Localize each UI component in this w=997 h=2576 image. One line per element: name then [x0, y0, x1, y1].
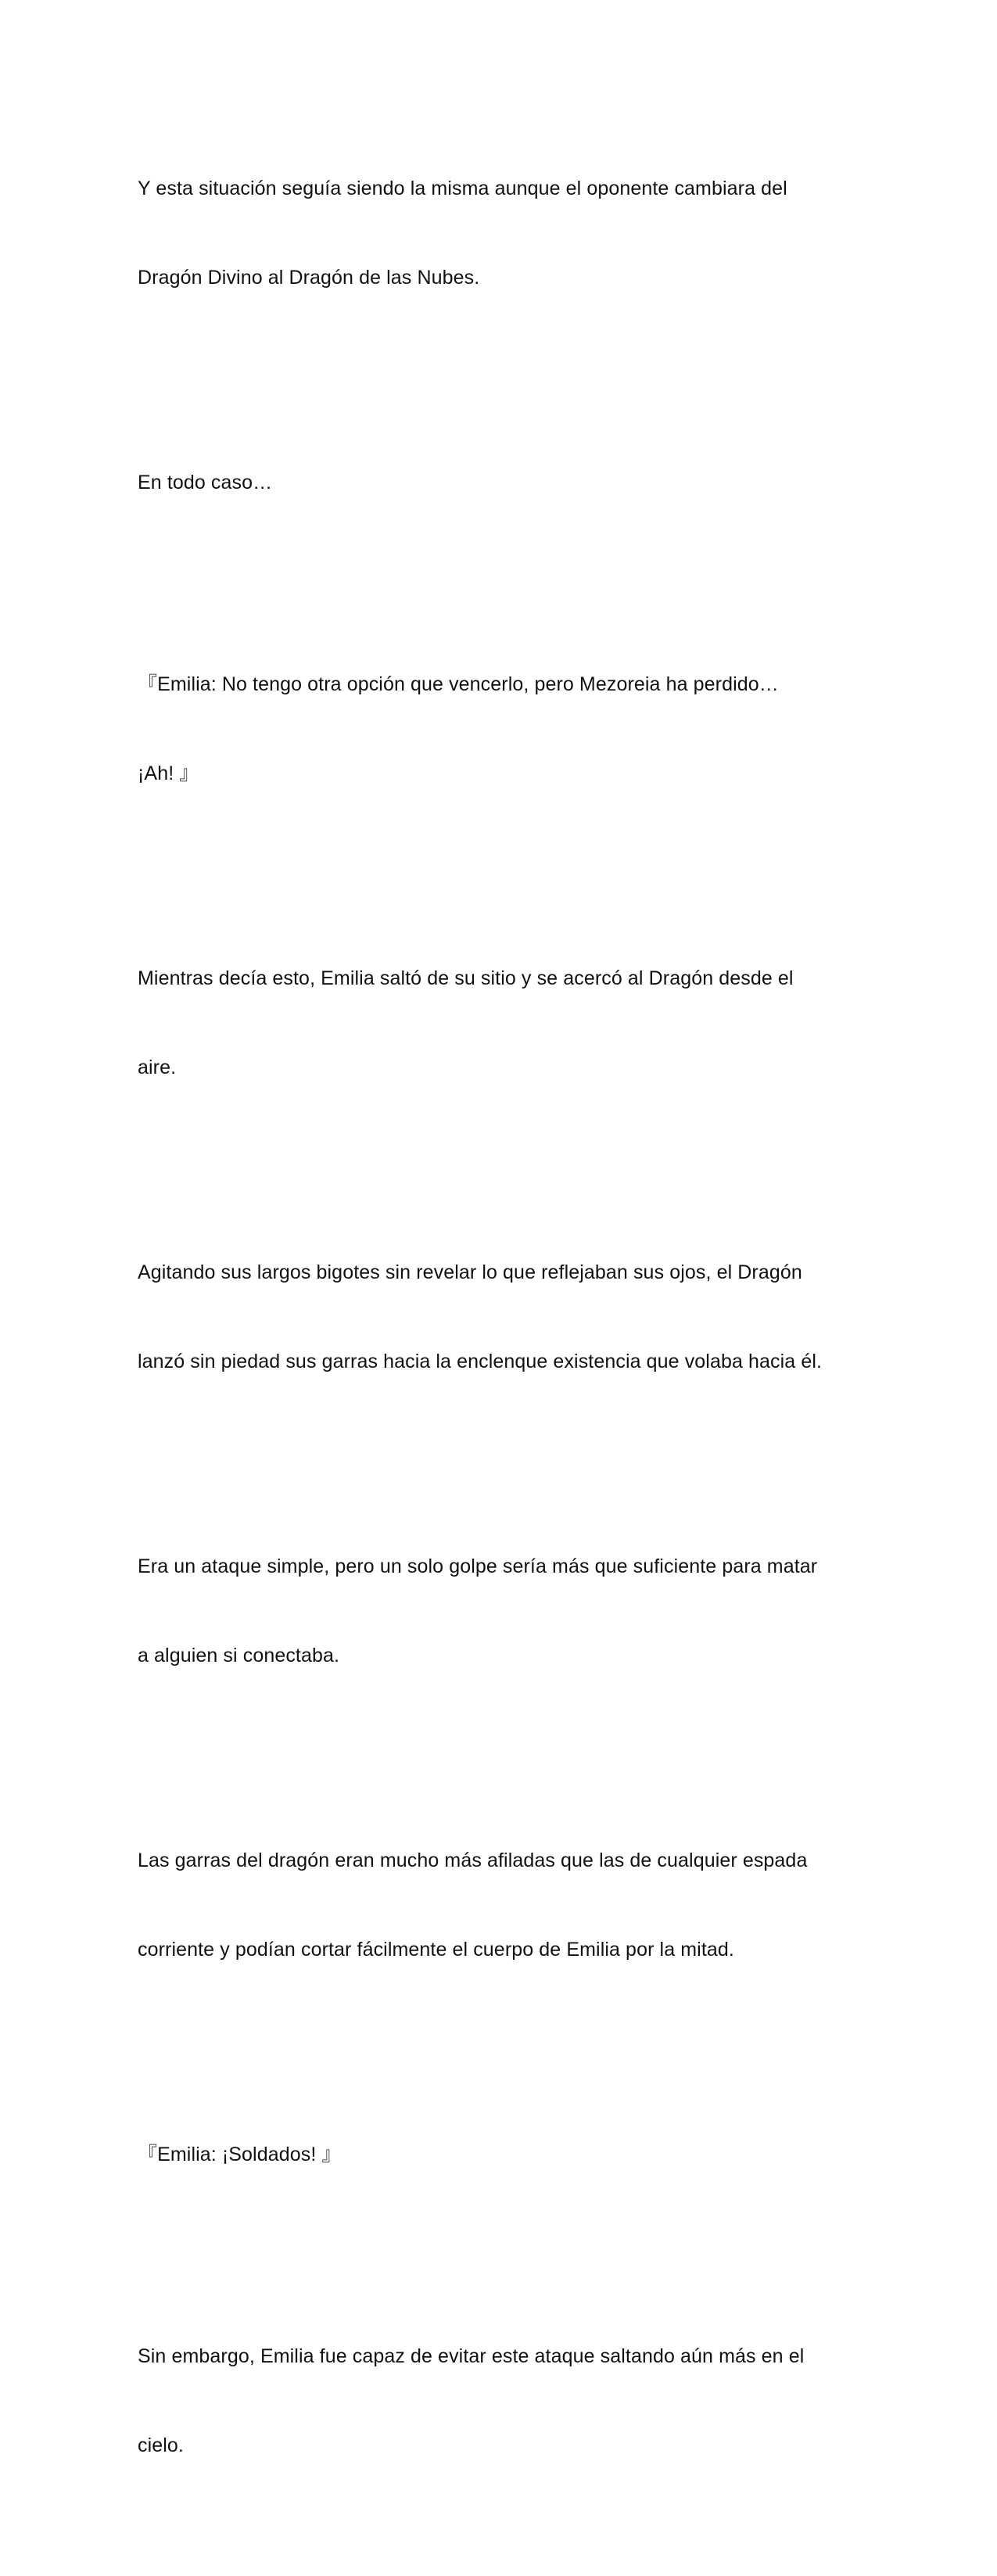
paragraph-line: Las garras del dragón eran mucho más afiladas que las de cualquier espada: [138, 1849, 808, 1871]
paragraph-line: aire.: [138, 1057, 177, 1078]
paragraph-line: Mientras decía esto, Emilia saltó de su sitio y se acercó al Dragón desde el: [138, 967, 794, 989]
paragraph-line: cielo.: [138, 2434, 184, 2456]
paragraph: [138, 904, 857, 1142]
paragraph-line: a alguien si conectaba.: [138, 1645, 340, 1667]
paragraph-line: 『Emilia: ¡Soldados! 』: [138, 2144, 342, 2165]
paragraph-line: lanzó sin piedad sus garras hacia la enclenque existencia que volaba hacia él.: [138, 1351, 823, 1372]
dialogue-paragraph: [138, 610, 857, 848]
paragraph-line: Agitando sus largos bigotes sin revelar lo que reflejaban sus ojos, el Dragón: [138, 1261, 802, 1283]
document-body: [138, 114, 857, 2576]
paragraph-line: Era un ataque simple, pero un solo golpe sería más que suficiente para matar: [138, 1555, 818, 1577]
paragraph: [138, 408, 857, 557]
paragraph-line: 『Emilia: No tengo otra opción que vencerlo, pero Mezoreia ha perdido…: [138, 673, 779, 695]
paragraph-line: Sin embargo, Emilia fue capaz de evitar este ataque saltando aún más en el: [138, 2345, 805, 2367]
paragraph-line: Dragón Divino al Dragón de las Nubes.: [138, 267, 480, 289]
dialogue-paragraph: [138, 2080, 857, 2229]
paragraph: [138, 1198, 857, 1436]
paragraph-line: ¡Ah! 』: [138, 762, 199, 784]
paragraph-line: En todo caso…: [138, 472, 273, 493]
paragraph-line: corriente y podían cortar fácilmente el cuerpo de Emilia por la mitad.: [138, 1939, 734, 1961]
paragraph: [138, 114, 857, 352]
paragraph: [138, 1786, 857, 2024]
paragraph-line: Y esta situación seguía siendo la misma aunque el oponente cambiara del: [138, 178, 787, 199]
paragraph: [138, 2282, 857, 2520]
paragraph: [138, 1492, 857, 1730]
